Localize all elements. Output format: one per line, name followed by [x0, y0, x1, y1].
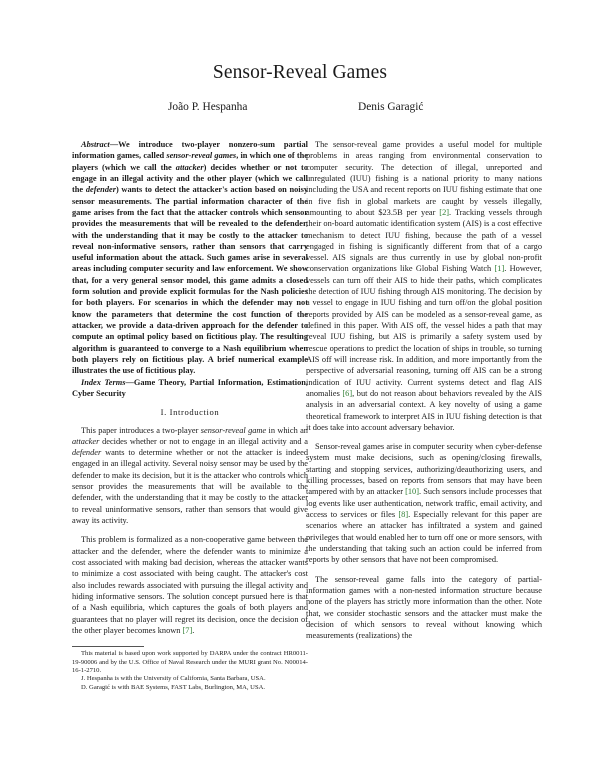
right-p1-text-d: , but do not reason about behaviors revealed by the AIS analysis in an adversarial context. A key novelty of using a game theoretical framework to interpret AIS in IUU fishing detection is that it does take into account adversary behavior. [306, 388, 542, 432]
citation-link[interactable]: [2] [439, 207, 450, 217]
abstract [72, 139, 308, 377]
abstract-attacker: attacker [175, 162, 204, 172]
abstract-label: Abstract [81, 140, 110, 149]
intro-p1-text-a: This paper introduces a two-player [81, 425, 201, 435]
intro-p1-text-b: in which an [266, 425, 308, 435]
author-hespanha: João P. Hespanha [168, 101, 248, 113]
intro-p1-term: sensor-reveal game [200, 425, 267, 435]
citation-link[interactable]: [1] [494, 264, 505, 274]
citation-link[interactable]: [10] [405, 487, 419, 497]
right-p2-text-b: . Such sensors include processes that log events like user authentication, network traffic, email activity, and access to services or files [306, 487, 542, 519]
right-p1-text-b: . Tracking vessels through their on-board automatic identification system (AIS) is a cost effective mechanism to detect IUU fishing, because the path of a vessel engaged in fishing is significantly different from that of a cargo vessel. AIS signals are thus currently in use by global non-profit conservation organizations like Global Fishing Watch [306, 207, 542, 274]
right-p2-text-a: Sensor-reveal games arise in computer security when cyber-defense system must make decisions, such as opening/closing firewalls, starting and stopping services, authorizing/deauthorizing users, and killing processes, based on reports from sensors that may have been tampered with by an attacker [306, 442, 542, 497]
abstract-text-2: , in which one of the players (which we call the [72, 151, 308, 172]
footnote-funding: This material is based upon work supported by DARPA under the contract HR0011-19-90006 and by the U.S. Office of Naval Research under the MURI grant No. N00014-16-1-2710. [72, 650, 308, 674]
right-paragraph-3: The sensor-reveal game falls into the category of partial-information games with a non-nested information structure because none of the players has strictly more information than the other. Note that, we consider stochastic sensors and the attacker must make the decision of which sensors to reveal without knowing which measurements (realizations) the [306, 574, 542, 641]
index-terms-label: Index Terms [81, 377, 126, 387]
footnote-affiliation-hespanha: J. Hespanha is with the University of California, Santa Barbara, USA. [81, 675, 266, 683]
abstract-text-1: We introduce two-player nonzero-sum partial information games, called [72, 140, 308, 161]
right-paragraph-2 [306, 441, 542, 565]
intro-p1-text-c: decides whether or not to engage in an illegal activity and a [99, 436, 308, 446]
citation-link[interactable]: [8] [398, 510, 409, 519]
right-p2-text-c: . Especially relevant for this paper are scenarios where an attacker has infiltrated a system and gained privileges that would enabled her to turn off one or more sensors, with the understanding that taking such an action could be inferred from reports by other sensors that have not been compromised. [306, 510, 542, 565]
author-garagic: Denis Garagić [358, 101, 424, 113]
right-p1-text-a: The sensor-reveal game provides a useful model for multiple problems in areas ranging from environmental conservation to computer security. The detection of illegal, unreported and unregulated (IUU) fishing is a national priority to many nations including the USA and recent reports on IUU fishing estimate that one in five fish in global markets are caught by vessels illegally, amounting to about $23.5B per year [306, 140, 542, 217]
intro-paragraph-1 [72, 425, 308, 527]
index-terms-text: —Game Theory, Partial Information, Estimation, Cyber Security [72, 377, 308, 398]
right-paragraph-1 [306, 139, 542, 433]
abstract-term: sensor-reveal games [166, 151, 237, 161]
intro-paragraph-2 [72, 534, 308, 636]
intro-p1-defender: defender [72, 448, 102, 458]
intro-p2-text-a: This problem is formalized as a non-cooperative game between the attacker and the defender, where the defender wants to minimize a cost associated with making bad decision, whereas the attacker wants to minimize a cost associated with being caught. The attacker's cost also includes rewards associated with pursuing the illegal activity and hiding informative sensors. The solution concept pursued here is that of a Nash equilibria, which captures the goals of both players and guarantees that no player will regret its decision, once the decision of the other player becomes known [72, 535, 308, 635]
citation-link[interactable]: [6] [342, 388, 353, 398]
intro-p1-attacker: attacker [72, 436, 100, 446]
abstract-dash: — [109, 140, 119, 149]
intro-p2-text-b: . [192, 625, 195, 635]
footnote-rule [72, 646, 144, 647]
left-column [72, 139, 308, 692]
right-column [306, 139, 542, 641]
intro-p1-text-d: wants to determine whether or not the attacker is indeed engaged in an illegal activity. Several noisy sensor may be used by the defender to make its decision, but it is the attacker who controls which sensor provides the measurements that will be available to the defender, with the understanding that it may be costly to the attacker to reveal uninformative sensors, rather than sensors that would give away its activity. [72, 448, 308, 525]
paper-title: Sensor-Reveal Games [212, 62, 388, 83]
abstract-text-3: ) decides whether or not to engage in an illegal activity and the other player (which we call the [72, 162, 308, 195]
right-p1-text-c: . However, vessels can turn off their AIS to hide their paths, which complicates the detection of IUU fishing through AIS monitoring. The decision by a vessel to engage in IUU fishing and turn off/on the global position reports provided by AIS can be modeled as a sensor-reveal game, as defined in this paper. With AIS off, the vessel hides a path that may reveal IUU fishing, but AIS is primarily a safety system used by rescue operations to predict the location of ships in trouble, so turning AIS off will increase risk. In addition, and more importantly from the perspective of adversarial reasoning, turning off AIS can be a strong indication of IUU activity. Current systems detect and flag AIS anomalies [306, 264, 542, 398]
index-terms [72, 377, 308, 400]
section-heading-introduction: I. Introduction [160, 407, 220, 418]
footnote-affiliation-garagic: D. Garagić is with BAE Systems, FAST Labs, Burlington, MA, USA. [81, 683, 266, 691]
abstract-text-4: ) wants to detect the attacker's action based on noisy sensor measurements. The partial information character of the game arises from the fact that the attacker controls which sensor provides the measurements that will be revealed to the defender, with the understanding that it may be costly to the attacker to reveal non-informative sensors, rather than sensors that carry useful information about the attack. Such games arise in several areas including computer security and law enforcement. We show that, for a very general sensor model, this game admits a closed form solution and provide explicit formulas for the Nash policies for both players. For scenarios in which the defender may not know the parameters that determine the cost function of the attacker, we provide a data-driven approach for the defender to compute an optimal policy based on fictitious play. The resulting algorithm is guaranteed to converge to a Nash equilibrium when both players rely on fictitious play. A brief numerical example illustrates the use of fictitious play. [72, 185, 308, 376]
citation-link[interactable]: [7] [182, 625, 193, 635]
abstract-defender: defender [85, 185, 116, 195]
